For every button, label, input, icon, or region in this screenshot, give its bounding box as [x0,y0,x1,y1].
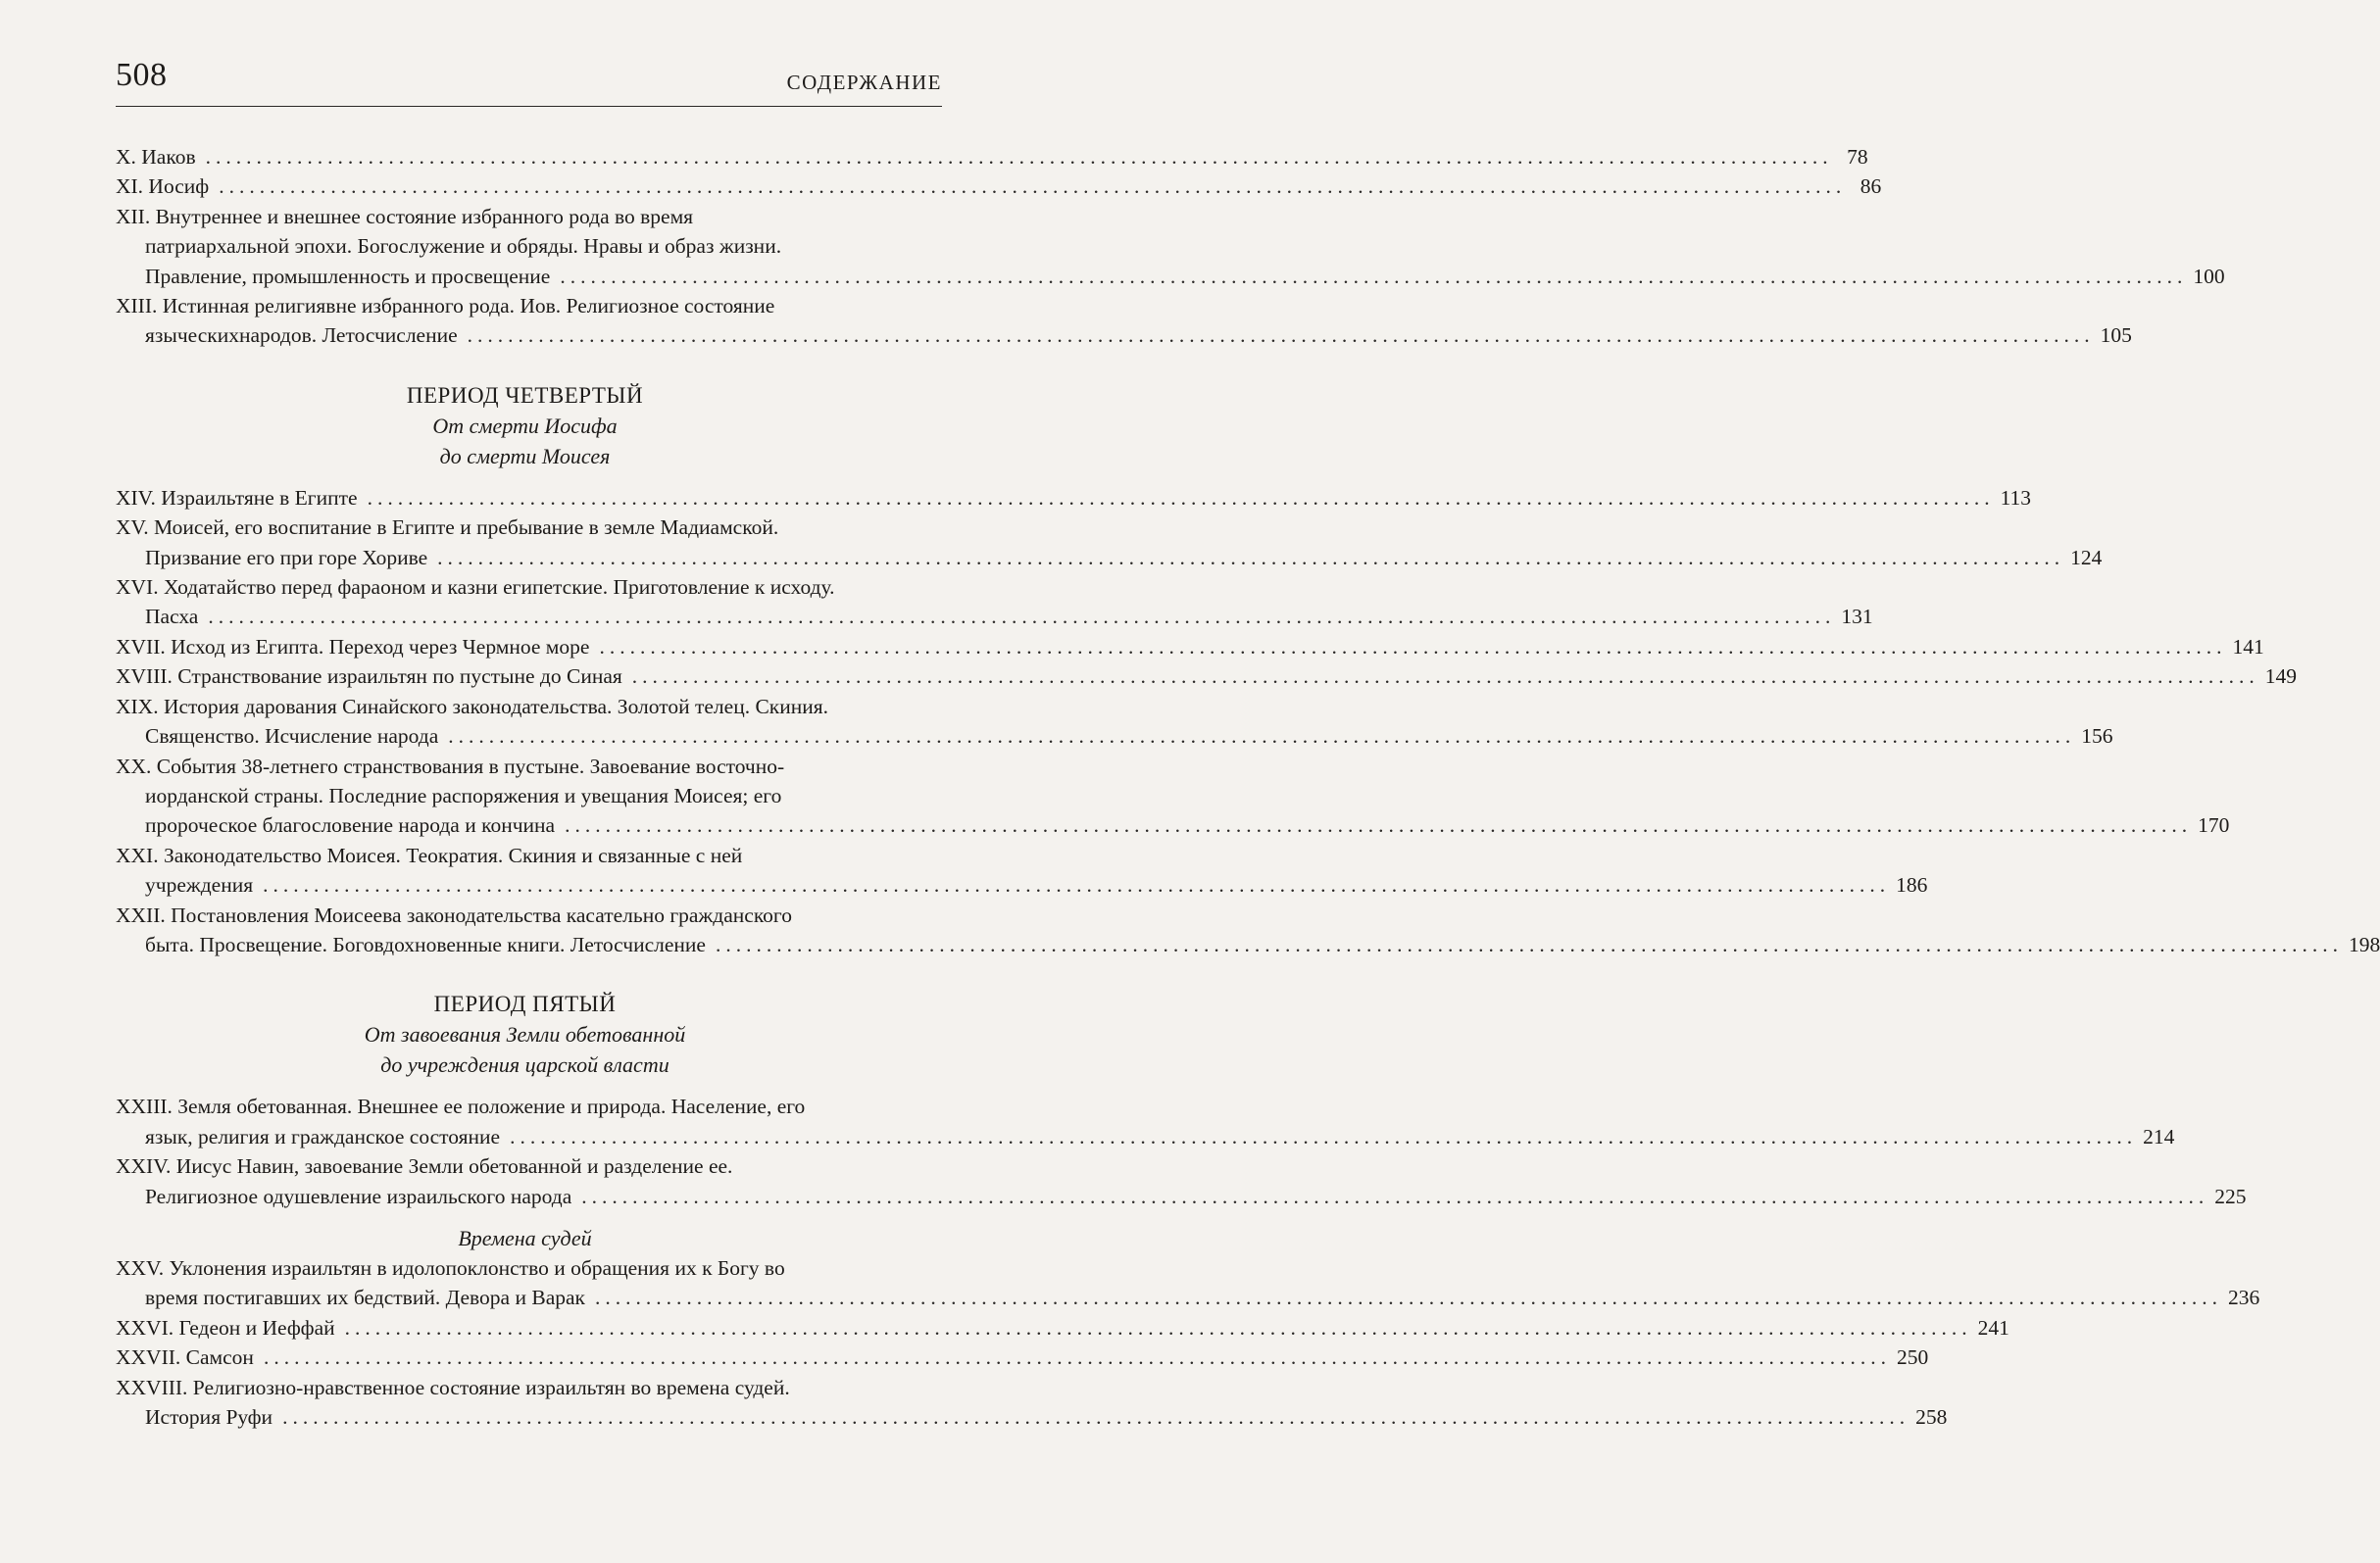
page-header [116,57,942,107]
toc-entry-line: патриархальной эпохи. Богослужение и обряды. Нравы и образ жизни. [145,234,782,259]
toc-entry-line: XIX. История дарования Синайского законодательства. Золотой телец. Скиния. [116,694,829,718]
dot-leader: ................................................................................................................................................................ [560,264,2188,288]
dot-leader: ................................................................................................................................................................ [715,932,2343,956]
toc-page-number: 113 [2000,485,2032,510]
toc-entry-line [116,543,2103,572]
toc-entry-line [116,142,1868,171]
toc-page-number: 105 [2100,323,2132,348]
toc-entry-xxiv[interactable] [116,1151,2247,1211]
toc-entry-line: XII. Внутреннее и внешнее состояние избранного рода во время [116,204,694,228]
dot-leader: ................................................................................................................................................................ [344,1315,1972,1340]
toc-entry-line [116,1343,1929,1372]
toc-entry-line: XX. События 38-летнего странствования в пустыне. Завоевание восточно- [116,754,785,778]
dot-leader: ................................................................................................................................................................ [565,813,2193,838]
toc-entry-line: XXIII. Земля обетованная. Внешнее ее положение и природа. Население, его [116,1095,806,1119]
toc-page-number: 241 [1977,1315,2009,1340]
section-period-five [116,989,934,1080]
section-period-four [116,380,934,471]
toc-entry-xi[interactable] [116,171,1882,201]
toc-page-number: 156 [2081,724,2113,749]
dot-leader: ................................................................................................................................................................ [467,323,2095,348]
spacer [116,471,934,483]
toc-entry-text: быта. Просвещение. Боговдохновенные книги. Летосчисление [145,932,706,956]
toc-entry-xxv[interactable] [116,1253,2260,1313]
toc-entry-text: Религиозное одушевление израильского народа [145,1184,572,1208]
toc-entry-xxvi[interactable] [116,1313,2009,1343]
section-subtitle: От завоевания Земли обетованной [364,1022,686,1048]
toc-page-number: 86 [1859,174,1882,199]
section-judges [116,1223,934,1253]
toc-entry-line [116,1283,2260,1312]
toc-entry-line [116,810,2230,840]
toc-entry-text: пророческое благословение народа и кончина [145,813,556,838]
toc-entry-text: язык, религия и гражданское состояние [145,1124,501,1148]
section-subtitle: до смерти Моисея [439,443,611,468]
section-title: ПЕРИОД ЧЕТВЕРТЫЙ [406,382,644,408]
dot-leader: ................................................................................................................................................................ [631,664,2259,689]
toc-entry-xxi[interactable] [116,841,1928,901]
page-number: 508 [116,57,168,93]
toc-page-number: 214 [2143,1124,2175,1148]
toc-entry-xx[interactable] [116,752,2230,841]
toc-page-number: 170 [2198,813,2230,838]
spacer [116,351,934,380]
toc-page-number: 78 [1847,145,1868,169]
toc-entry-xii[interactable] [116,202,2225,291]
dot-leader: ................................................................................................................................................................ [448,724,2076,749]
spacer [116,1211,934,1223]
dot-leader: ................................................................................................................................................................ [599,634,2227,659]
toc-page-number: 258 [1915,1405,1948,1429]
toc-entry-line [116,721,2113,751]
dot-leader: ................................................................................................................................................................ [282,1405,1910,1429]
toc-entry-line: XXV. Уклонения израильтян в идолопоклонство и обращения их к Богу во [116,1255,785,1280]
toc-entry-text: языческихнародов. Летосчисление [145,323,458,348]
section-subtitle: до учреждения царской власти [380,1052,669,1078]
toc-page-number: 149 [2264,664,2298,689]
section-subtitle: От смерти Иосифа [432,413,618,438]
spacer [116,1080,934,1092]
toc-entry-line [116,632,2264,661]
dot-leader: ................................................................................................................................................................ [510,1124,2138,1148]
toc-entry-line [116,930,2380,959]
toc-entry-line: XXII. Постановления Моисеева законодательства касательно гражданского [116,903,792,927]
dot-leader: ................................................................................................................................................................ [594,1286,2222,1310]
toc-entry-text: XIV. Израильтяне в Египте [116,485,358,510]
toc-entry-text: XI. Иосиф [116,174,210,199]
toc-entry-line [116,1402,1948,1432]
toc-page-number: 124 [2070,545,2103,569]
toc-entry-text: XVIII. Странствование израильтян по пустыне до Синая [116,664,622,689]
toc-entry-text: Правление, промышленность и просвещение [145,264,551,288]
toc-entry-line [116,870,1928,900]
dot-leader: ................................................................................................................................................................ [219,174,1847,199]
toc-entry-text: XVII. Исход из Египта. Переход через Чермное море [116,634,590,659]
toc-entry-line [116,262,2225,291]
toc-entry-xix[interactable] [116,692,2113,752]
toc-entry-text: История Руфи [145,1405,273,1429]
toc-entry-line [116,483,2032,513]
toc-entry-text: время постигавших их бедствий. Девора и Варак [145,1286,585,1310]
section-subtitle: Времена судей [458,1225,592,1250]
toc-page-number: 236 [2227,1286,2260,1310]
toc-entry-xviii[interactable] [116,661,2298,691]
toc-entry-xvii[interactable] [116,632,2264,661]
dot-leader: ................................................................................................................................................................ [208,605,1836,629]
toc-page-number: 225 [2214,1184,2247,1208]
section-title: ПЕРИОД ПЯТЫЙ [433,992,617,1017]
toc-entry-line [116,661,2298,691]
toc-entry-text: XXVII. Самсон [116,1345,254,1370]
toc-entry-text: XXVI. Гедеон и Иеффай [116,1315,335,1340]
toc-entry-line [116,320,2132,350]
toc-page-number: 250 [1896,1345,1929,1370]
toc-entry-x[interactable] [116,142,1868,171]
toc-entry-line: XXI. Законодательство Моисея. Теократия. Скиния и связанные с ней [116,843,743,867]
dot-leader: ................................................................................................................................................................ [263,1345,1891,1370]
dot-leader: ................................................................................................................................................................ [205,145,1833,169]
toc-entry-xvi[interactable] [116,572,1873,632]
toc-entry-text: Пасха [145,605,199,629]
toc-entry-text: учреждения [145,873,254,898]
toc-entry-xxviii[interactable] [116,1373,1948,1433]
toc-page-number: 100 [2193,264,2225,288]
dot-leader: ................................................................................................................................................................ [581,1184,2209,1208]
toc-page-number: 198 [2348,932,2380,956]
running-title: СОДЕРЖАНИЕ [786,71,942,94]
toc-entry-line [116,1313,2009,1343]
toc-entry-xxii[interactable] [116,901,2380,960]
toc-page-number: 141 [2232,634,2264,659]
toc-entry-line [116,1122,2175,1151]
toc-entry-xxvii[interactable] [116,1343,1929,1372]
toc-entry-line [116,602,1873,631]
toc-entry-xiv[interactable] [116,483,2032,513]
toc-entry-line: XXIV. Иисус Навин, завоевание Земли обетованной и разделение ее. [116,1154,733,1179]
toc-entry-line: иорданской страны. Последние распоряжения и увещания Моисея; его [145,783,782,807]
toc-entry-line [116,1182,2247,1211]
toc-entry-xxiii[interactable] [116,1092,2175,1151]
toc-entry-line: XVI. Ходатайство перед фараоном и казни египетские. Приготовление к исходу. [116,575,835,600]
toc-entry-line [116,171,1882,201]
toc-entry-xv[interactable] [116,513,2103,572]
toc-entry-line: XXVIII. Религиозно-нравственное состояние израильтян во времена судей. [116,1375,790,1399]
dot-leader: ................................................................................................................................................................ [263,873,1891,898]
toc-page-number: 186 [1896,873,1928,898]
spacer [116,959,934,989]
dot-leader: ................................................................................................................................................................ [367,485,1995,510]
toc-entry-text: Священство. Исчисление народа [145,724,439,749]
toc-entry-text: Призвание его при горе Хориве [145,545,428,569]
toc-page-number: 131 [1841,605,1873,629]
toc-entry-text: X. Иаков [116,145,196,169]
toc-entry-xiii[interactable] [116,291,2132,351]
dot-leader: ................................................................................................................................................................ [437,545,2065,569]
toc-entry-line: XV. Моисей, его воспитание в Египте и пребывание в земле Мадиамской. [116,515,779,540]
table-of-contents [116,142,2380,1432]
toc-entry-line: XIII. Истинная религиявне избранного рода. Иов. Религиозное состояние [116,294,775,318]
